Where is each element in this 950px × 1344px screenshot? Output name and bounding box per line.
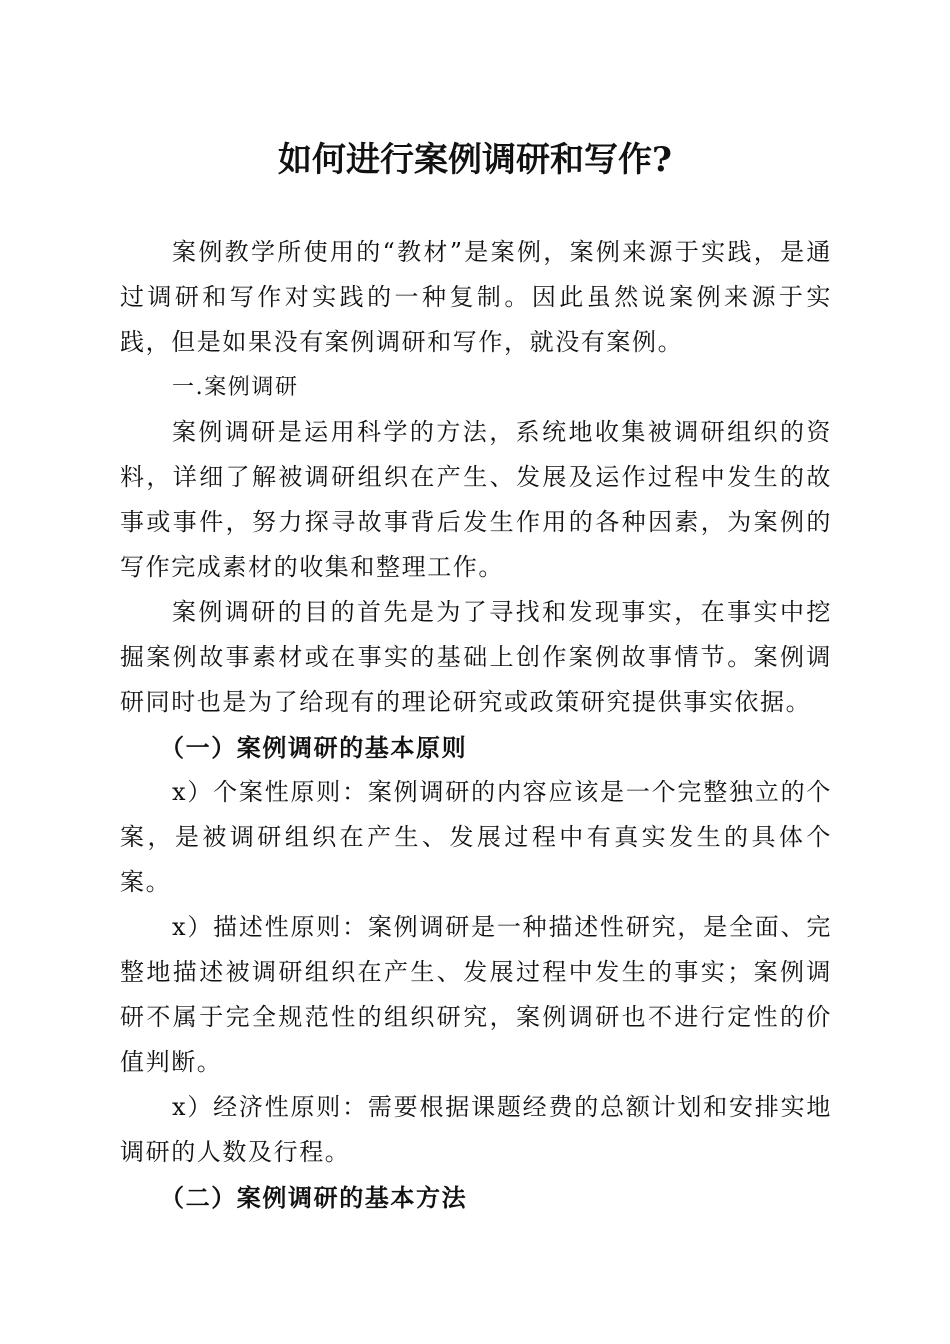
- paragraph-principle-economic: x）经济性原则：需要根据课题经费的总额计划和安排实地调研的人数及行程。: [120, 1093, 832, 1166]
- paragraph-intro: 案例教学所使用的“教材”是案例，案例来源于实践，是通过调研和写作对实践的一种复制。因此虽然说案例来源于实践，但是如果没有案例调研和写作，就没有案例。: [120, 238, 832, 356]
- document-title: 如何进行案例调研和写作?: [278, 140, 672, 180]
- document-body: [120, 230, 832, 1220]
- paragraph-principle-case: x）个案性原则：案例调研的内容应该是一个完整独立的个案，是被调研组织在产生、发展过程中有真实发生的具体个案。: [120, 778, 832, 896]
- subsection-heading-methods: （二）案例调研的基本方法: [160, 1183, 468, 1212]
- paragraph-purpose: 案例调研的目的首先是为了寻找和发现事实，在事实中挖掘案例故事素材或在事实的基础上创作案例故事情节。案例调研同时也是为了给现有的理论研究或政策研究提供事实依据。: [120, 598, 832, 716]
- subsection-heading-principles: （一）案例调研的基本原则: [160, 733, 468, 762]
- paragraph-definition: 案例调研是运用科学的方法，系统地收集被调研组织的资料，详细了解被调研组织在产生、发展及运作过程中发生的故事或事件，努力探寻故事背后发生作用的各种因素，为案例的写作完成素材的收集和整理工作。: [120, 418, 832, 581]
- paragraph-principle-descriptive: x）描述性原则：案例调研是一种描述性研究，是全面、完整地描述被调研组织在产生、发展过程中发生的事实；案例调研不属于完全规范性的组织研究，案例调研也不进行定性的价值判断。: [120, 913, 832, 1076]
- section-heading-case-research: 一.案例调研: [172, 375, 299, 400]
